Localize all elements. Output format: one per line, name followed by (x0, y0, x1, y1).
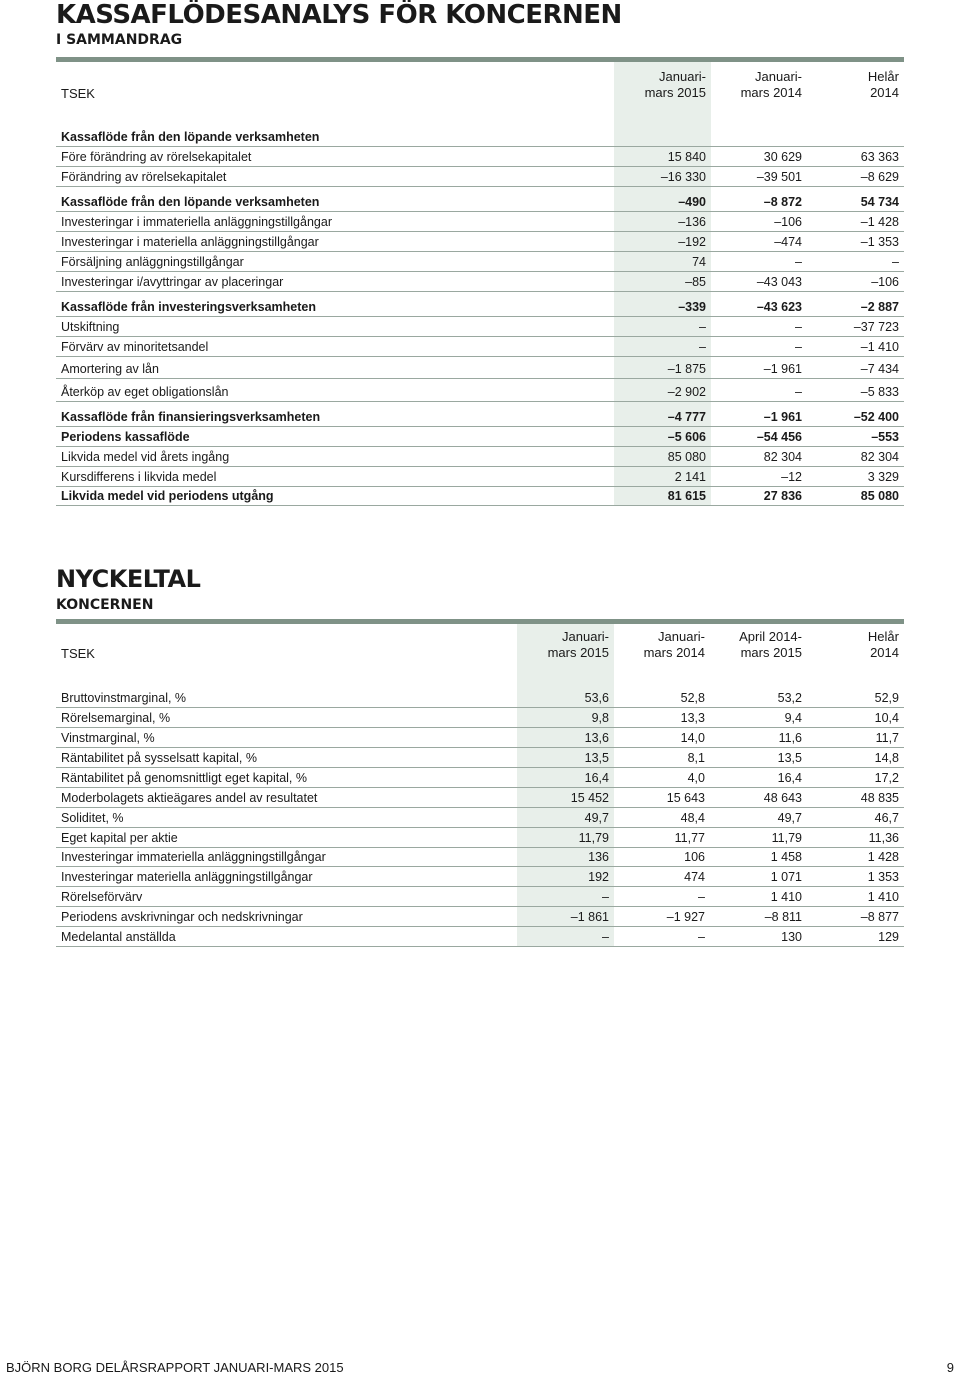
table-row (56, 232, 904, 252)
row-label: Kassaflöde från den löpande verksamheten (61, 195, 320, 209)
row-value-col-4: 17,2 (874, 771, 899, 785)
row-label: Periodens avskrivningar och nedskrivningar (61, 910, 303, 924)
row-label: Amortering av lån (61, 362, 159, 376)
table-row (56, 808, 904, 828)
row-value-col-3: –8 811 (764, 910, 802, 924)
row-value-col-2: 48,4 (680, 811, 705, 825)
row-label: Rörelsemarginal, % (61, 711, 171, 725)
row-value-col-2: 30 629 (763, 150, 802, 164)
row-value-col-4: 52,9 (874, 691, 899, 705)
key-ratios-col-1-header: Januari- mars 2015 (547, 629, 609, 660)
row-value-col-4: 129 (878, 930, 899, 944)
row-value-col-1: –1 875 (667, 362, 706, 376)
row-value-col-2: –1 961 (763, 362, 802, 376)
row-label: Förändring av rörelsekapitalet (61, 170, 227, 184)
row-value-col-1: –85 (685, 275, 706, 289)
table-row (56, 907, 904, 927)
table-row (56, 252, 904, 272)
row-value-col-1: –2 902 (667, 385, 706, 399)
row-value-col-1: 11,79 (578, 831, 609, 845)
row-value-col-1: 49,7 (584, 811, 609, 825)
table-row (56, 828, 904, 848)
row-value-col-1: 85 080 (667, 450, 706, 464)
row-value-col-3: –2 887 (860, 300, 899, 314)
row-value-col-3: –1 410 (860, 340, 899, 354)
table-row (56, 847, 904, 867)
row-label: Investeringar immateriella anläggningstillgångar (61, 850, 326, 864)
row-value-col-1: –490 (678, 195, 706, 209)
row-value-col-1: –339 (678, 300, 706, 314)
row-label: Bruttovinstmarginal, % (61, 691, 187, 705)
table-row (56, 212, 904, 232)
table-row (56, 788, 904, 808)
row-value-col-3: –7 434 (860, 362, 899, 376)
row-label: Kassaflöde från den löpande verksamheten (61, 130, 320, 144)
row-value-col-3: 1 410 (770, 890, 802, 904)
row-value-col-3: 63 363 (860, 150, 899, 164)
row-label: Kassaflöde från investeringsverksamheten (61, 300, 316, 314)
key-ratios-title: NYCKELTAL (56, 565, 201, 593)
row-value-col-2: –8 872 (763, 195, 802, 209)
row-value-col-2: – (795, 320, 802, 334)
row-label: Vinstmarginal, % (61, 731, 155, 745)
cash-flow-subtitle: I SAMMANDRAG (56, 32, 183, 48)
table-row (56, 382, 904, 402)
row-value-col-1: –136 (678, 215, 706, 229)
row-value-col-3: 11,6 (778, 731, 802, 745)
table-row (56, 127, 904, 147)
cash-flow-title: KASSAFLÖDESANALYS FÖR KONCERNEN (56, 0, 622, 30)
row-value-col-2: –12 (781, 470, 802, 484)
row-value-col-1: 9,8 (591, 711, 609, 725)
row-label: Utskiftning (61, 320, 120, 334)
footer-page-number: 9 (946, 1360, 954, 1375)
row-label: Periodens kassaflöde (61, 430, 190, 444)
table-row (56, 427, 904, 447)
row-value-col-3: 130 (781, 930, 802, 944)
row-value-col-4: 10,4 (874, 711, 899, 725)
row-value-col-2: 11,77 (674, 831, 705, 845)
row-label: Likvida medel vid årets ingång (61, 450, 230, 464)
cash-flow-col-3-header: Helår 2014 (867, 69, 899, 100)
table-row (56, 407, 904, 427)
row-value-col-3: 16,4 (777, 771, 802, 785)
row-value-col-1: 13,5 (584, 751, 609, 765)
table-row (56, 359, 904, 379)
row-label: Försäljning anläggningstillgångar (61, 255, 244, 269)
row-label: Kursdifferens i likvida medel (61, 470, 217, 484)
row-value-col-1: –4 777 (667, 410, 706, 424)
row-value-col-2: –1 961 (763, 410, 802, 424)
row-value-col-3: 1 458 (770, 850, 802, 864)
cash-flow-col-1-header: Januari- mars 2015 (644, 69, 706, 100)
row-label: Kassaflöde från finansieringsverksamheten (61, 410, 321, 424)
row-value-col-2: –54 456 (756, 430, 802, 444)
row-value-col-2: 8,1 (687, 751, 705, 765)
row-label: Medelantal anställda (61, 930, 176, 944)
row-value-col-1: 74 (692, 255, 706, 269)
row-label: Räntabilitet på genomsnittligt eget kapital, % (61, 771, 307, 785)
row-label: Investeringar i materiella anläggningstillgångar (61, 235, 319, 249)
row-label: Investeringar i/avyttringar av placeringar (61, 275, 284, 289)
table-row (56, 147, 904, 167)
row-value-col-1: 136 (588, 850, 609, 864)
row-value-col-3: –553 (871, 430, 899, 444)
row-value-col-3: 9,4 (784, 711, 802, 725)
key-ratios-rule (56, 619, 904, 624)
row-value-col-1: – (699, 340, 706, 354)
row-value-col-4: 14,8 (874, 751, 899, 765)
row-value-col-4: 1 410 (867, 890, 899, 904)
row-value-col-2: 27 836 (763, 489, 802, 503)
footer-report-title: BJÖRN BORG DELÅRSRAPPORT JANUARI-MARS 2015 (6, 1360, 344, 1375)
table-row (56, 748, 904, 768)
row-label: Förvärv av minoritetsandel (61, 340, 209, 354)
row-value-col-4: 48 835 (860, 791, 899, 805)
row-label: Likvida medel vid periodens utgång (61, 489, 274, 503)
row-value-col-3: 11,79 (771, 831, 802, 845)
row-value-col-3: –1 353 (860, 235, 899, 249)
table-row (56, 192, 904, 212)
row-value-col-2: –39 501 (756, 170, 802, 184)
table-row (56, 272, 904, 292)
row-value-col-1: – (602, 930, 609, 944)
row-value-col-1: –192 (678, 235, 706, 249)
row-value-col-4: 11,36 (868, 831, 899, 845)
row-value-col-4: 1 428 (867, 850, 899, 864)
row-value-col-4: –8 877 (860, 910, 899, 924)
row-label: Soliditet, % (61, 811, 124, 825)
table-row (56, 688, 904, 708)
key-ratios-unit-label: TSEK (61, 646, 95, 661)
row-value-col-2: –474 (774, 235, 802, 249)
row-value-col-3: 85 080 (860, 489, 899, 503)
row-value-col-3: 54 734 (860, 195, 899, 209)
row-value-col-1: 2 141 (674, 470, 706, 484)
row-value-col-3: –37 723 (853, 320, 899, 334)
row-value-col-3: 53,2 (777, 691, 802, 705)
row-value-col-2: 106 (684, 850, 705, 864)
row-value-col-1: –5 606 (667, 430, 706, 444)
row-value-col-3: – (892, 255, 899, 269)
row-label: Investeringar i immateriella anläggningstillgångar (61, 215, 332, 229)
row-value-col-1: 81 615 (667, 489, 706, 503)
row-value-col-1: 192 (588, 870, 609, 884)
row-value-col-3: 49,7 (777, 811, 802, 825)
row-value-col-1: – (602, 890, 609, 904)
row-value-col-1: –16 330 (660, 170, 706, 184)
row-value-col-3: –8 629 (860, 170, 899, 184)
table-row (56, 768, 904, 788)
table-row (56, 867, 904, 887)
row-label: Eget kapital per aktie (61, 831, 178, 845)
key-ratios-col-3-header: April 2014- mars 2015 (739, 629, 802, 660)
row-value-col-2: –43 043 (756, 275, 802, 289)
table-row (56, 317, 904, 337)
row-value-col-3: –5 833 (860, 385, 899, 399)
row-label: Återköp av eget obligationslån (61, 385, 229, 399)
row-value-col-2: 474 (684, 870, 705, 884)
row-value-col-3: 3 329 (867, 470, 899, 484)
row-value-col-4: 11,7 (875, 731, 899, 745)
row-value-col-3: –106 (871, 275, 899, 289)
cash-flow-unit-label: TSEK (61, 86, 95, 101)
row-value-col-3: 13,5 (777, 751, 802, 765)
row-value-col-3: 48 643 (763, 791, 802, 805)
cash-flow-rule (56, 57, 904, 62)
row-value-col-1: –1 861 (570, 910, 609, 924)
table-row (56, 887, 904, 907)
row-value-col-2: – (795, 385, 802, 399)
row-value-col-2: – (795, 340, 802, 354)
row-label: Investeringar materiella anläggningstillgångar (61, 870, 313, 884)
table-row (56, 297, 904, 317)
table-row (56, 167, 904, 187)
row-value-col-2: 15 643 (666, 791, 705, 805)
table-row (56, 927, 904, 947)
row-value-col-2: 13,3 (680, 711, 705, 725)
key-ratios-col-2-header: Januari- mars 2014 (643, 629, 705, 660)
row-label: Räntabilitet på sysselsatt kapital, % (61, 751, 257, 765)
row-value-col-2: – (795, 255, 802, 269)
row-value-col-1: 15 840 (667, 150, 706, 164)
row-value-col-2: 52,8 (680, 691, 705, 705)
row-label: Rörelseförvärv (61, 890, 143, 904)
row-value-col-3: 1 071 (770, 870, 802, 884)
row-value-col-3: –1 428 (860, 215, 899, 229)
cash-flow-col-2-header: Januari- mars 2014 (740, 69, 802, 100)
row-value-col-2: –43 623 (756, 300, 802, 314)
row-value-col-2: 82 304 (763, 450, 802, 464)
row-value-col-1: 16,4 (584, 771, 609, 785)
row-value-col-4: 1 353 (867, 870, 899, 884)
key-ratios-col-4-header: Helår 2014 (867, 629, 899, 660)
row-value-col-1: – (699, 320, 706, 334)
table-row (56, 337, 904, 357)
table-row (56, 486, 904, 506)
row-value-col-2: 4,0 (687, 771, 705, 785)
row-value-col-4: 46,7 (874, 811, 899, 825)
table-row (56, 708, 904, 728)
table-row (56, 447, 904, 467)
row-label: Före förändring av rörelsekapitalet (61, 150, 252, 164)
row-value-col-2: – (698, 930, 705, 944)
row-label: Moderbolagets aktieägares andel av resultatet (61, 791, 318, 805)
key-ratios-subtitle: KONCERNEN (56, 597, 154, 613)
row-value-col-1: 53,6 (584, 691, 609, 705)
table-row (56, 728, 904, 748)
row-value-col-2: 14,0 (680, 731, 705, 745)
row-value-col-2: – (698, 890, 705, 904)
row-value-col-2: –1 927 (666, 910, 705, 924)
row-value-col-1: 15 452 (570, 791, 609, 805)
row-value-col-3: 82 304 (860, 450, 899, 464)
table-row (56, 467, 904, 487)
row-value-col-1: 13,6 (584, 731, 609, 745)
row-value-col-3: –52 400 (853, 410, 899, 424)
row-value-col-2: –106 (774, 215, 802, 229)
